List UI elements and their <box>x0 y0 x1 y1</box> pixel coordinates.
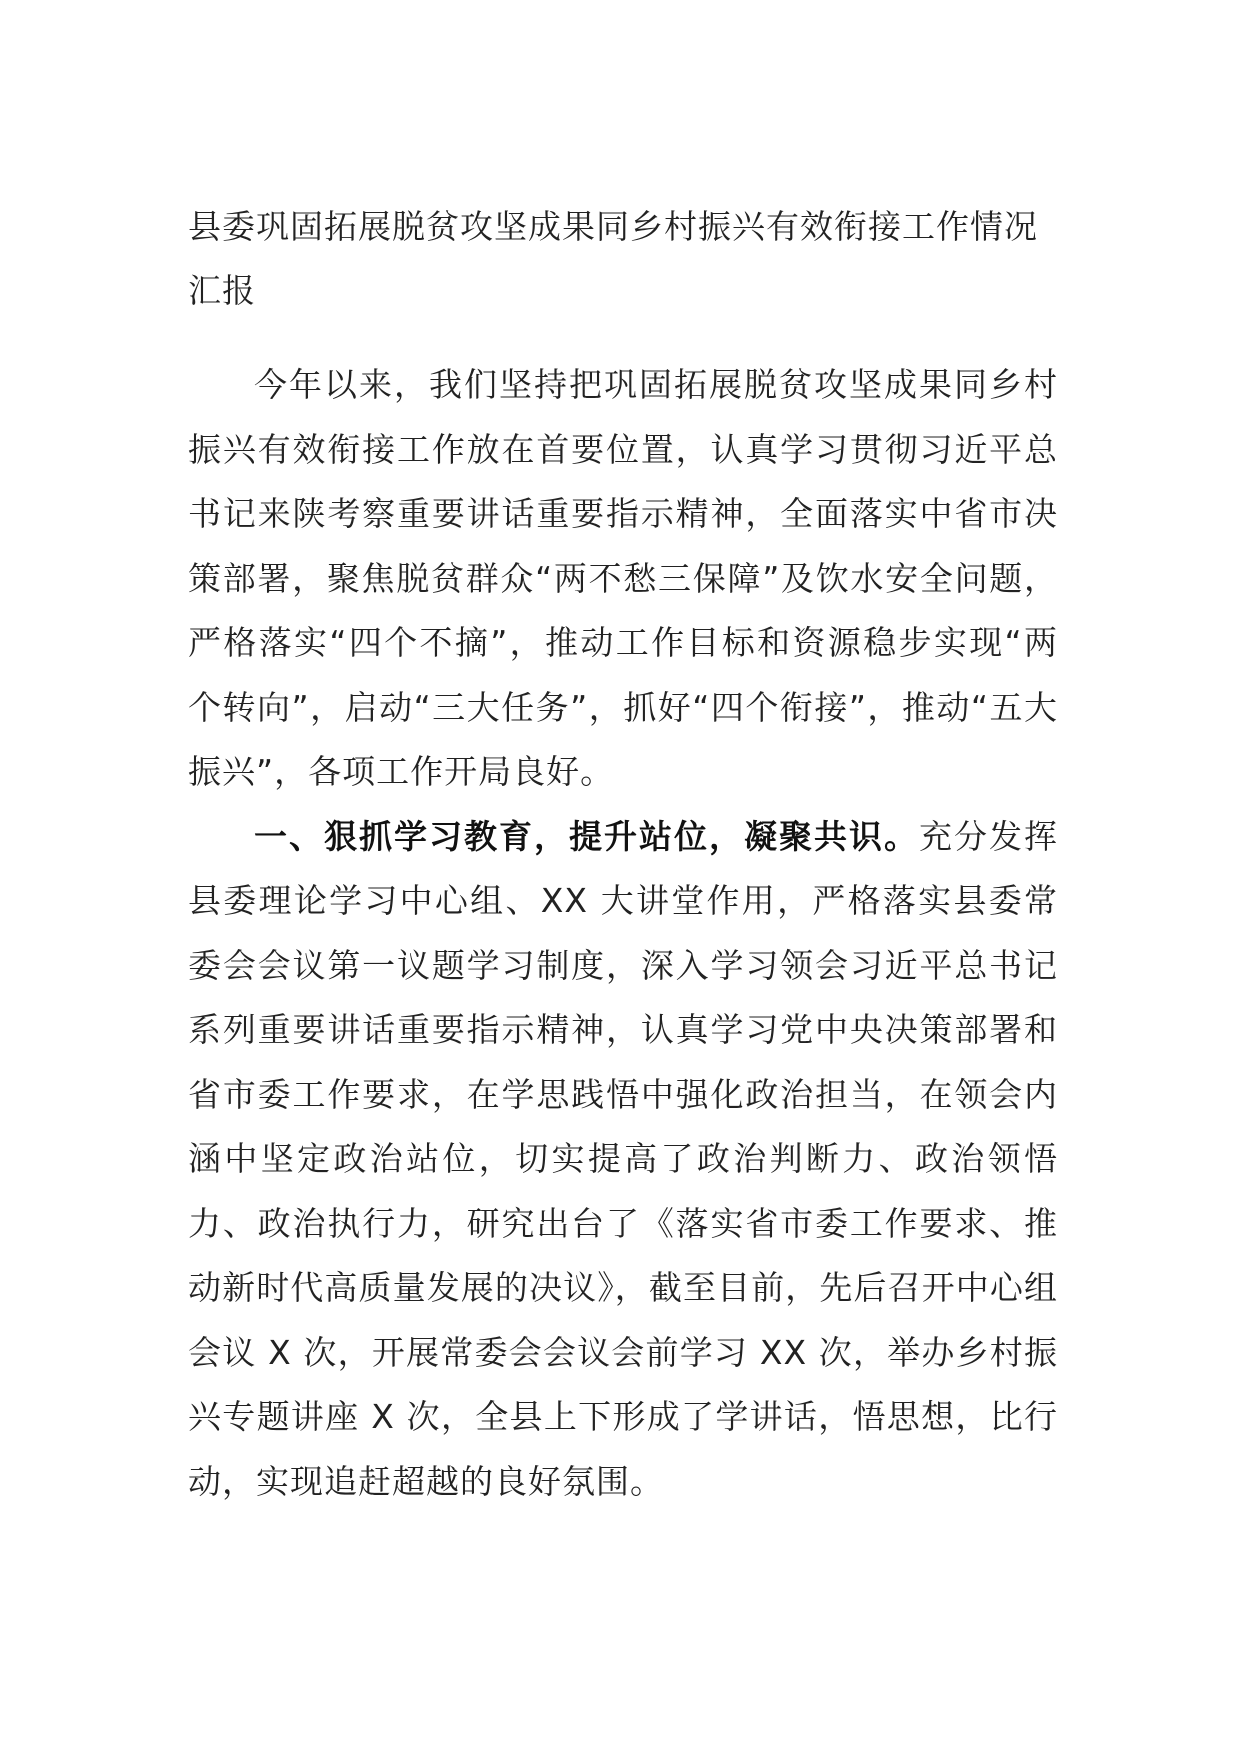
intro-paragraph: 今年以来，我们坚持把巩固拓展脱贫攻坚成果同乡村振兴有效衔接工作放在首要位置，认真学习贯彻习近平总书记来陕考察重要讲话重要指示精神，全面落实中省市决策部署，聚焦脱贫群众“两不愁三保障”及饮水安全问题，严格落实“四个不摘”，推动工作目标和资源稳步实现“两个转向”，启动“三大任务”，抓好“四个衔接”，推动“五大振兴”，各项工作开局良好。 <box>188 365 1058 791</box>
document-body <box>188 195 1058 1514</box>
section-1-heading: 一、狠抓学习教育，提升站位，凝聚共识。 <box>254 816 919 856</box>
section-1-body: 充分发挥县委理论学习中心组、XX 大讲堂作用，严格落实县委常委会会议第一议题学习制度，深入学习领会习近平总书记系列重要讲话重要指示精神，认真学习党中央决策部署和省市委工作要求，在学思践悟中强化政治担当，在领会内涵中坚定政治站位，切实提高了政治判断力、政治领悟力、政治执行力，研究出台了《落实省市委工作要求、推动新时代高质量发展的决议》，截至目前，先后召开中心组会议 X 次，开展常委会会议会前学习 XX 次，举办乡村振兴专题讲座 X 次，全县上下形成了学讲话，悟思想，比行动，实现追赶超越的良好氛围。 <box>188 816 1058 1501</box>
document-title: 县委巩固拓展脱贫攻坚成果同乡村振兴有效衔接工作情况汇报 <box>188 207 1038 310</box>
section-1-paragraph <box>188 805 1058 1515</box>
